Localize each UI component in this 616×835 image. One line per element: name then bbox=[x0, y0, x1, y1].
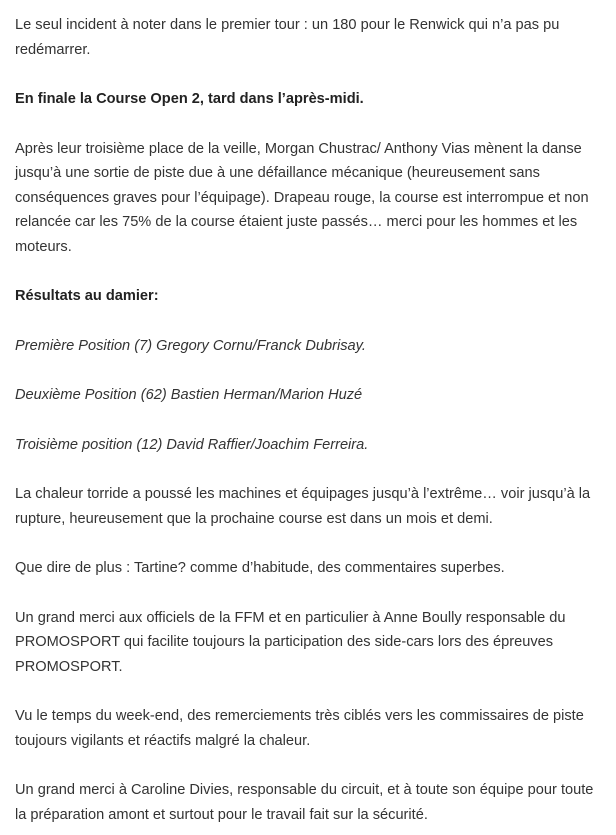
paragraph-first-lap-incident: Le seul incident à noter dans le premier tour : un 180 pour le Renwick qui n’a pas pu redémarrer. bbox=[15, 17, 560, 58]
paragraph-commentary: Que dire de plus : Tartine? comme d’habitude, des commentaires superbes. bbox=[15, 560, 505, 576]
result-second-position: Deuxième Position (62) Bastien Herman/Marion Huzé bbox=[15, 387, 363, 403]
paragraph-heat: La chaleur torride a poussé les machines et équipages jusqu’à l’extrême… voir jusqu’à la rupture, heureusement que la prochaine course est dans un mois et demi. bbox=[15, 486, 591, 527]
paragraph-thanks-marshals: Vu le temps du week-end, des remerciements très ciblés vers les commissaires de piste toujours vigilants et réactifs malgré la chaleur. bbox=[15, 708, 584, 749]
paragraph-race-summary: Après leur troisième place de la veille, Morgan Chustrac/ Anthony Vias mènent la danse jusqu’à une sortie de piste due à une défaillance mécanique (heureusement sans conséquences graves pour l’équipage). Drapeau rouge, la course est interrompue et non relancée car les 75% de la course étaient juste passés… merci pour les hommes et les moteurs. bbox=[15, 140, 589, 255]
paragraph-thanks-circuit: Un grand merci à Caroline Divies, responsable du circuit, et à toute son équipe pour toute la préparation amont et surtout pour le travail fait sur la sécurité. bbox=[15, 782, 594, 823]
result-first-position: Première Position (7) Gregory Cornu/Franck Dubrisay. bbox=[15, 337, 366, 354]
heading-results: Résultats au damier: bbox=[15, 288, 159, 304]
heading-final-open-2: En finale la Course Open 2, tard dans l’après-midi. bbox=[15, 91, 364, 107]
result-third-position: Troisième position (12) David Raffier/Joachim Ferreira. bbox=[15, 436, 369, 453]
paragraph-thanks-ffm: Un grand merci aux officiels de la FFM et en particulier à Anne Boully responsable du PROMOSPORT qui facilite toujours la participation des side-cars lors des épreuves PROMOSPORT. bbox=[15, 609, 566, 675]
